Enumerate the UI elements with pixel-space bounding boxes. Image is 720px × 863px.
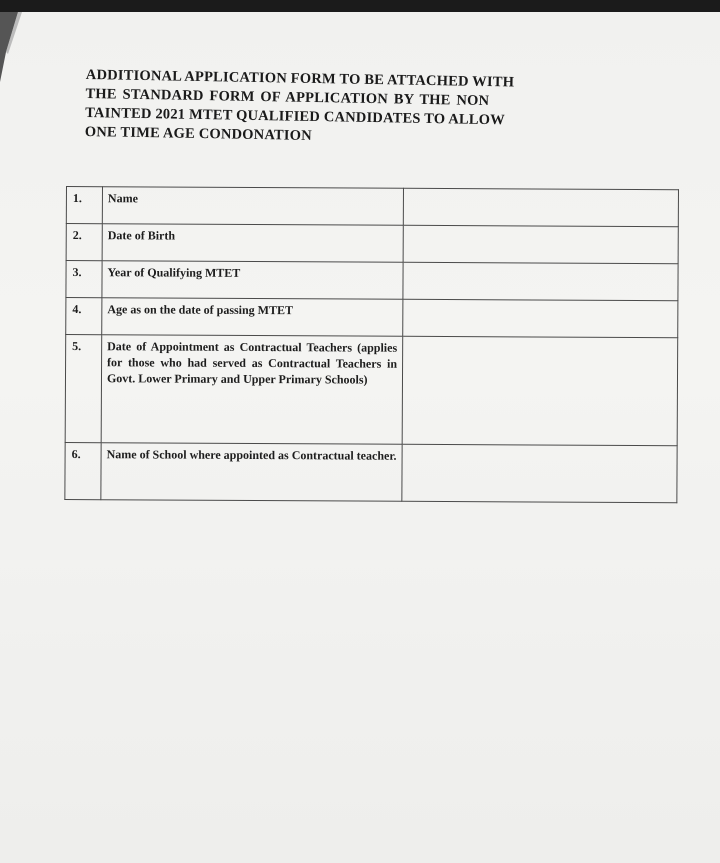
table-row xyxy=(66,261,678,301)
table-row xyxy=(65,442,677,502)
date-of-birth-field[interactable] xyxy=(403,225,678,263)
row-label-school-name: Name of School where appointed as Contractual teacher. xyxy=(101,443,402,502)
age-on-passing-field[interactable] xyxy=(403,299,678,337)
name-field[interactable] xyxy=(403,188,678,226)
title-line-3: TAINTED 2021 MTET QUALIFIED CANDIDATES TO ALLOW xyxy=(85,104,506,129)
title-line-4: ONE TIME AGE CONDONATION xyxy=(84,123,312,144)
row-number: 3. xyxy=(66,261,102,298)
table-row xyxy=(66,187,678,227)
title-line-1: ADDITIONAL APPLICATION FORM TO BE ATTACHED WITH xyxy=(85,66,515,91)
row-label-name: Name xyxy=(102,187,403,226)
application-form-table xyxy=(64,186,679,503)
table-row xyxy=(65,335,678,446)
date-of-appointment-field[interactable] xyxy=(402,336,678,445)
school-name-field[interactable] xyxy=(402,444,677,502)
table-row xyxy=(66,224,678,264)
title-line-2: THE STANDARD FORM OF APPLICATION BY THE NON xyxy=(85,85,490,110)
row-label-date-of-birth: Date of Birth xyxy=(102,224,403,263)
row-label-year-of-qualifying: Year of Qualifying MTET xyxy=(102,261,403,300)
table-row xyxy=(66,298,678,338)
row-number: 5. xyxy=(65,335,102,443)
paper-corner-shadow xyxy=(0,12,22,82)
row-number: 6. xyxy=(65,442,101,499)
form-title xyxy=(85,66,646,152)
row-number: 4. xyxy=(66,298,102,335)
row-label-date-of-appointment: Date of Appointment as Contractual Teachers (applies for those who had served as Contractual Teachers in Govt. Lower Primary and Upper Primary Schools) xyxy=(101,335,403,445)
year-of-qualifying-field[interactable] xyxy=(403,262,678,300)
row-number: 1. xyxy=(66,187,102,224)
row-label-age-on-passing: Age as on the date of passing MTET xyxy=(102,298,403,337)
photo-top-edge xyxy=(0,0,720,12)
row-number: 2. xyxy=(66,224,102,261)
